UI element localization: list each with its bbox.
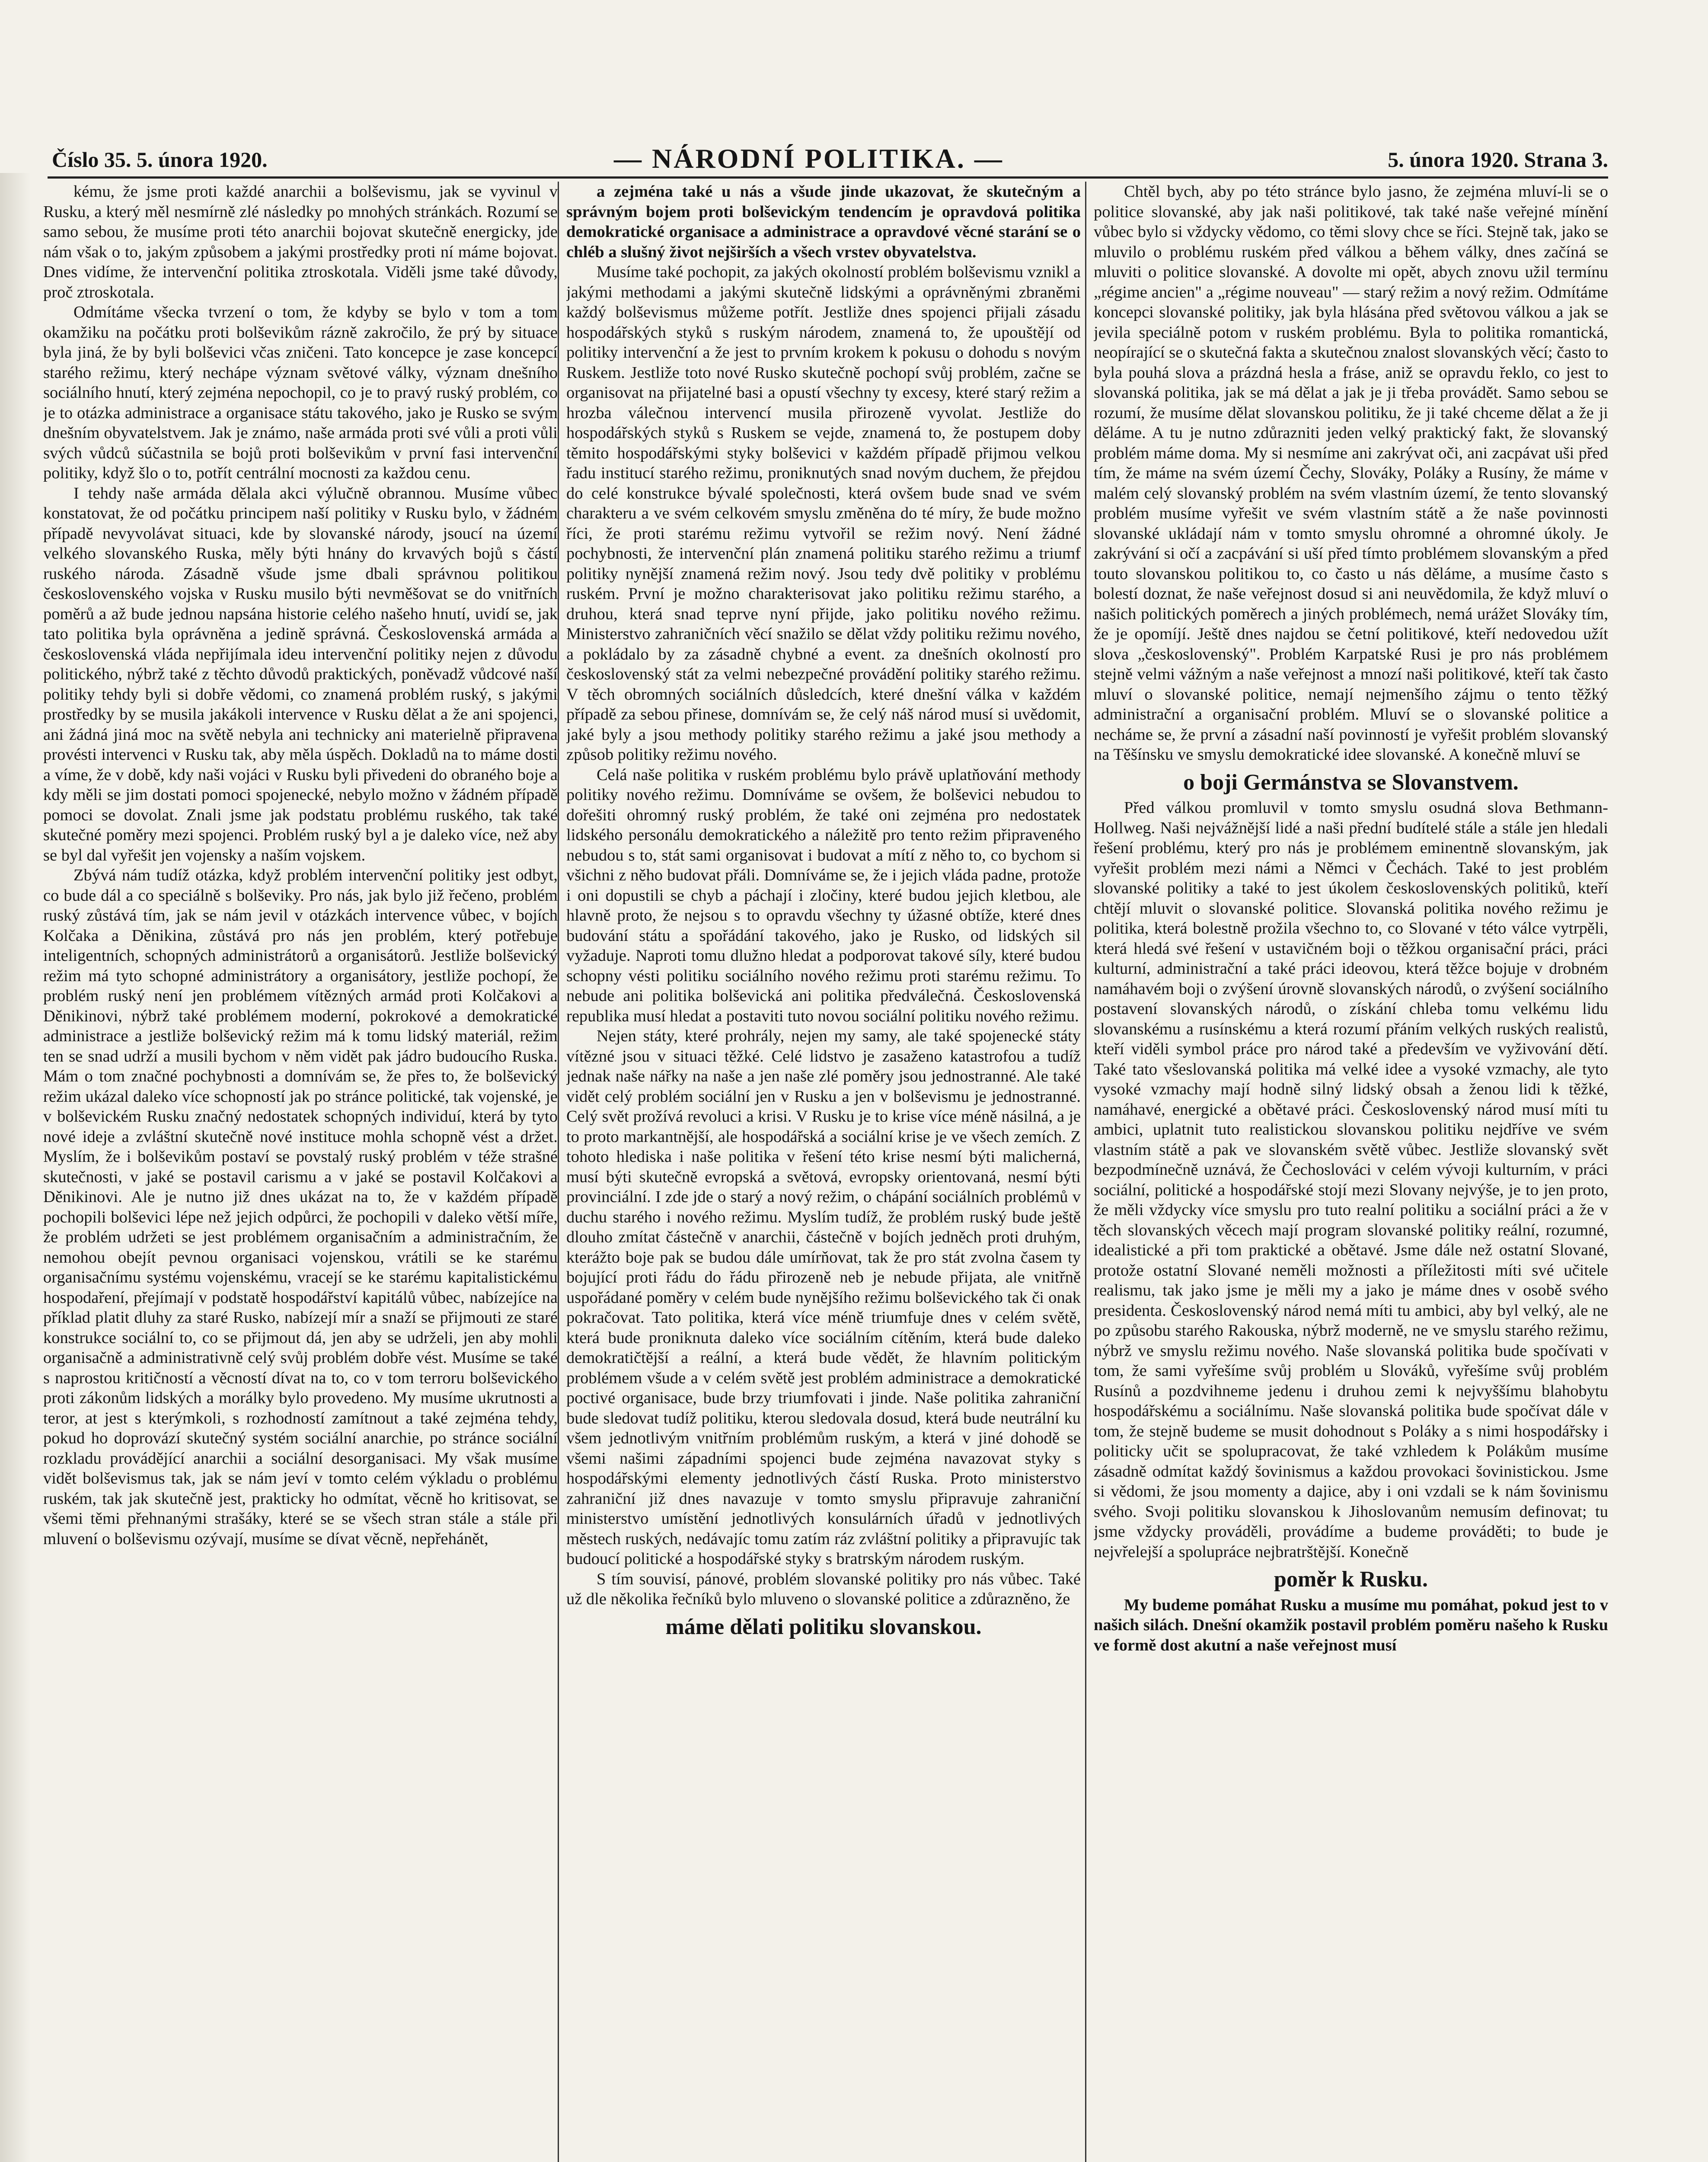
issue-date: Číslo 35. 5. února 1920.: [52, 147, 268, 172]
paragraph: Zbývá nám tudíž otázka, když problém intervenční politiky jest odbyt, co bude dál a co speciálně s bolševiky. Pro nás, jak bylo již řečeno, problém ruský zůstává tím, jak se nám jevil v otázkách intervence vůbec, v bojích Kolčaka a Děnikina, zůstává pro nás jen problém, který potřebuje inteligentních, schopných administrátorů a organisátorů. Jestliže bolševický režim má tyto schopné administrátory a organisátory, jestliže pochopí, že problém ruský není jen problémem vítězných armád proti Kolčakovi a Děnikinovi, nýbrž také problémem moderní, pokrokové a demokratické administrace a jestliže bolševický režim má k tomu lidský materiál, režim ten se snad udrží a musili bychom v něm vidět pak jádro budoucího Ruska. Mám o tom značné pochybnosti a domnívám se, že přes to, že bolševický režim ukázal daleko více schopností jak po stránce politické, tak vojenské, je v bolševickém Rusku značný nedostatek schopných individuí, která by tyto nové ideje a zvláštní skutečně nové instituce mohla schopně vést a držet. Myslím, že i bolševikům postaví se povstalý ruský problém v téže strašné skutečnosti, v jaké se postavil carismu a v jaké se postavil Kolčakovi a Děnikinovi. Ale je nutno již dnes ukázat na to, že v každém případě pochopili bolševici lépe než jejich odpůrci, že pochopili v daleko větší míře, že problém udržeti se jest problémem organisačním a administračním, že nemohou obejít pevnou organisaci vojenskou, vrátili se ke starému organisačnímu systému vojenskému, vracejí se ke starému kapitalistickému hospodaření, přejímají v podstatě hospodářství kapitálů vůbec, nabízejíce na příklad platit dluhy za staré Rusko, nabízejí mír a snaží se přijmouti ze staré konstrukce sociální to, co se přijmout dá, jen aby se udrželi, jen aby mohli organisačně a administrativně celý svůj problém dobře vést. Musíme se také s naprostou kritičností a věcností dívat na to, co v tom terroru bolševického proti zákonům lidských a morálky bylo provedeno. My musíme ukrutnosti a teror, at jest s kterýmkoli, s rozhodností zamítnout a také zejména tehdy, pokud ho doprovází skutečný systém sociální anarchie, po stránce sociální rozkladu provádějící anarchii a sociální desorganisaci. My však musíme vidět bolševismus tak, jak se nám jeví v tomto celém výkladu o problému ruském, tak jak skutečně jest, prakticky ho odmítat, věcně ho kritisovat, se všemi těmi přehnanými strašáky, které se se všech stran stále a stále při mluvení o bolševismu ozývají, musíme se dívat věcně, nepřehánět,: [43, 866, 558, 1548]
paragraph: I tehdy naše armáda dělala akci výlučně obrannou. Musíme vůbec konstatovat, že od počátku principem naší politiky v Rusku bylo, v žádném případě nevyvolávat situaci, kde by slovanské národy, jsoucí na území velkého slovanského Ruska, měly býti hnány do krvavých bojů s částí ruského národa. Zásadně všude jsme dbali správnou politikou československého vojska v Rusku musilo býti nevměšovat se do vnitřních poměrů a až bude jednou napsána historie celého našeho hnutí, uvidí se, jak tato politika byla oprávněna a jedině správná. Československá armáda a československá vláda nepřijímala ideu intervenční politiky nejen z důvodu politického, nýbrž také z těchto důvodů praktických, poněvadž vůdcové naší politiky tehdy byli si dobře vědomi, co znamená problém ruský, s jakými prostředky by se musila jakákoli intervence v Rusku dělat a že ani spojenci, ani žádná jiná moc na světě nebyla ani technicky ani materielně připravena provésti intervenci v Rusku tak, aby měla úspěch. Dokladů na to máme dosti a víme, že v době, kdy naši vojáci v Rusku byli přivedeni do obraného boje a kdy měli se jim dostati pomoci spojenecké, nebylo možno v žádném případě pomoci se dovolat. Znali jsme jak podstatu problému ruského, tak také skutečné poměry mezi spojenci. Problém ruský byl a je daleko více, než aby se byl dal vyřešit jen vojensky a naším vojskem.: [43, 484, 558, 864]
paragraph: Nejen státy, které prohrály, nejen my samy, ale také spojenecké státy vítězné jsou v situaci těžké. Celé lidstvo je zasaženo katastrofou a tudíž jednak naše nářky na naše a jen naše zlé poměry jsou jednostranné. Ale také vidět celý problém sociální jen v Rusku a jen v bolševismu je jednostranné. Celý svět prožívá revoluci a krisi. V Rusku je to krise více méně násilná, a je to proto markantnější, ale hospodářská a sociální krise je ve všech zemích. Z tohoto hlediska i naše politika v řešení této krise nesmí býti malicherná, musí býti skutečně evropská a světová, evropsky orientovaná, nesmí býti provinciální. I zde jde o starý a nový režim, o chápání sociálních problémů v duchu starého i nového režimu. Myslím tudíž, že problém ruský bude ještě dlouho zmítat částečně v anarchii, částečně v bojích jedněch proti druhým, kterážto boje pak se budou dále umírňovat, tak že pro stát zvolna časem ty bojující proti řádu do řádu přirozeně neb je nebude přijata, ale vnitřně uspořádané poměry v celém bude nynějšího režimu bolševického tak či onak pokračovat. Tato politika, která více méně triumfuje dnes v celém světě, která bude proniknuta daleko více sociálním cítěním, která bude daleko demokratičtější a reální, a která bude vědět, že hlavním politickým problémem všude a v celém světě jest problém administrace a demokratické poctivé organisace, bude brzy triumfovati i jinde. Naše politika zahraniční bude sledovat tudíž politiku, kterou sledovala dosud, která bude neutrální ku všem jednotlivým vnitřním problémům ruským, a která v jiné dohodě se všemi našimi západními spojenci bude zejména navazovat styky s hospodářskými elementy jednotlivých částí Ruska. Proto ministerstvo zahraniční již dnes navazuje v tomto smyslu připravuje zahraniční ministerstvo umístění jednotlivých konsulárních úřadů v jednotlivých městech ruských, nedávajíc tomu zatím ráz zvláštní politiky a připravujíc tak budoucí politické a hospodářské styky s bratrským národem ruským.: [566, 1027, 1081, 1568]
paragraph: My budeme pomáhat Rusku a musíme mu pomáhat, pokud jest to v našich silách. Dnešní okamžik postavil problém poměru našeho k Rusku ve formě dost akutní a naše veřejnost musí: [1094, 1596, 1608, 1654]
paragraph: Odmítáme všecka tvrzení o tom, že kdyby se bylo v tom a tom okamžiku na počátku proti bolševikům rázně zakročilo, že prý by situace byla jiná, že by byli bolševici včas zničeni. Tato koncepce je zase koncepcí starého režimu, který nechápe význam světové války, význam dnešního sociálního hnutí, který zejména nepochopil, co je to pravý ruský problém, co je to otázka administrace a organisace státu takového, jako je Rusko se svým dnešním obyvatelstvem. Jak je známo, naše armáda proti své vůli a proti vůli svých vůdců súčastnila se bojů proti bolševikům v první fasi intervenční politiky, když šlo o to, potřít centrální mocnosti za každou cenu.: [43, 303, 558, 482]
masthead-title: — NÁRODNÍ POLITIKA. —: [614, 143, 1004, 174]
paragraph: a zejména také u nás a všude jinde ukazovat, že skutečným a správným bojem proti bolševickým tendencím je opravdová politika demokratické organisace a administrace a opravdové věcné starání se o chléb a slušný život nejširších a všech vrstev obyvatelstva.: [566, 182, 1081, 261]
column-1: [43, 182, 558, 2162]
paragraph: S tím souvisí, pánové, problém slovanské politiky pro nás vůbec. Také už dle několika řečníků bylo mluveno o slovanské politice a zdůrazněno, že: [566, 1570, 1081, 1608]
section-heading: o boji Germánstva se Slovanstvem.: [1183, 770, 1519, 795]
closing-heading: máme dělati politiku slovanskou.: [665, 1614, 982, 1639]
header-rule: [48, 176, 1608, 179]
binding-margin: [0, 173, 30, 2162]
column-2: [566, 182, 1081, 2162]
column-divider: [558, 182, 559, 2162]
paragraph: kému, že jsme proti každé anarchii a bolševismu, jak se vyvinul v Rusku, a který měl nesmírně zlé následky po mnohých stránkách. Rozumí se samo sebou, že musíme proti této anarchii bojovat skutečně energicky, jde nám však o to, jakým způsobem a jakými prostředky proti ní máme bojovat. Dnes vidíme, že intervenční politika ztroskotala. Viděli jsme také důvody, proč ztroskotala.: [43, 182, 558, 301]
section-heading: poměr k Rusku.: [1274, 1567, 1428, 1592]
column-divider: [1085, 182, 1086, 2162]
page-number: 5. února 1920. Strana 3.: [1388, 147, 1608, 172]
column-3: [1094, 182, 1608, 2162]
paragraph: Chtěl bych, aby po této stránce bylo jasno, že zejména mluví-li se o politice slovanské, aby jak naši politikové, tak také naše veřejné mínění vůbec bylo si vždycky vědomo, co těmi slovy chce se říci. Stejně tak, jako se mluvilo o problému ruském před válkou a během války, dnes začíná se mluviti o politice slovanské. A dovolte mi opět, abych znovu užil termínu „régime ancien" a „régime nouveau" — starý režim a nový režim. Odmítáme koncepci slovanské politiky, jak byla hlásána před světovou válkou a jak se jevila speciálně potom v ruském problému. Byla to politika romantická, neopírající se o skutečná fakta a skutečnou znalost slovanských věcí; často to byla pouhá slova a prázdná hesla a fráse, aniž se opravdu řeklo, co jest to slovanská politika, jak se má dělat a jak je ji třeba provádět. Samo sebou se rozumí, že musíme dělat slovanskou politiku, že ji také chceme dělat a že ji děláme. A tu je nutno zdůrazniti jeden velký praktický fakt, že slovanský problém máme doma. My si nesmíme ani zakrývat oči, ani zacpávat uši před tím, že máme na svém území Čechy, Slováky, Poláky a Rusíny, že máme v malém celý slovanský problém na svém vlastním území, že tento slovanský problém musíme vyřešit ve svém vlastním státě a že naše povinnosti slovanské ukládají nám v tomto smyslu ohromné a ohromné úkoly. Je zakrývání si očí a zacpávání si uší před tímto problémem slovanským a před touto slovanskou politikou to, co často u nás děláme, a musíme často s bolestí doznat, že naše veřejnost dosud si ani neuvědomila, že když mluví o našich politických poměrech a jiných problémech, nemá urážet Slováky tím, že je opomíjí. Ještě dnes najdou se četní politikové, kteří nedovedou užít slova „československý". Problém Karpatské Rusi je pro nás problémem stejně velmi vážným a naše veřejnost a mnozí naši politikové, kteří tak často mluví o slovanské politice, nemají nejmenšího zájmu o tento těžký administrační a organisační problém. Mluví se o slovanské politice a necháme se, že první a zásadní naší povinností je vyřešit problém slovanský na Těšínsku ve smyslu demokratické idee slovanské. A konečně mluví se: [1094, 182, 1608, 764]
paragraph: Celá naše politika v ruském problému bylo právě uplatňování methody politiky nového režimu. Domníváme se ovšem, že bolševici nebudou to dořešiti ohromný ruský problém, že také oni zejména pro nedostatek lidského personálu demokratického a náležitě pro tento režim připraveného nebudou s to, stát sami organisovat i budovat a mítí z něho to, co bychom si všichni z něho budovat přáli. Domníváme se, že i jejich vláda padne, protože i oni dopustili se chyb a páchají i zločiny, které budou jejich kletbou, ale hlavně proto, že nejsou s to opravdu všechny ty úžasné obtíže, které dnes budování státu a spořádání takového, jako je Rusko, od lidských sil vyžaduje. Naproti tomu dlužno hledat a podporovat takové síly, které budou schopny vésti politiku sociálního nového režimu proti starému režimu. To nebude ani politika bolševická ani politika předválečná. Československá republika musí hledat a postaviti tuto novou sociální politiku nového režimu.: [566, 765, 1081, 1025]
paragraph: Musíme také pochopit, za jakých okolností problém bolševismu vznikl a jakými methodami a jakými skutečně lidskými a oprávněnými zbraněmi každý bolševismus můžeme potřít. Jestliže dnes spojenci přijali zásadu hospodářských styků s ruským národem, znamená to, že upouštějí od politiky intervenční a že jest to prvním krokem k pokusu o dohodu s novým Ruskem. Jestliže toto nové Rusko skutečně pochopí svůj problém, začne se organisovat na přijatelné basi a opustí všechny ty excesy, které starý režim a hrozba válečnou intervencí musila přirozeně vyvolat. Jestliže do hospodářských styků s Ruskem se vejde, znamená to, že postupem doby těmito hospodářskými styky bolševici v každém případě přijmou velkou řadu institucí starého režimu, proniknutých snad novým duchem, že přejdou do celé konstrukce bývalé společnosti, která ovšem bude snad ve svém charakteru a ve svém celkovém smyslu změněna do té míry, že bude možno říci, že proti starému režimu vytvořil se režim nový. Není žádné pochybnosti, že intervenční plán znamená politiku starého režimu a triumf politiky nynější znamená režim nový. Jsou tedy dvě politiky v problému ruském. První je možno charakterisovat jako politiku režimu starého, a druhou, která snad teprve nyní přijde, jako politiku nového režimu. Ministerstvo zahraničních věcí snažilo se dělat vždy politiku režimu nového, a pokládalo by za zásadně chybné a event. za dnešních okolností pro československý stát za velmi nebezpečné provádění politiky starého režimu. V těch obromných sociálních důsledcích, které dnešní válka v každém případě za sebou přinese, domnívám se, že celý náš národ musí si uvědomit, jaké byly a jsou methody politiky starého režimu a jaké jsou methody a způsob politiky režimu nového.: [566, 263, 1081, 764]
page-header: [43, 130, 1608, 177]
paragraph: Před válkou promluvil v tomto smyslu osudná slova Bethmann-Hollweg. Naši nejvážnější lidé a naši přední budítelé stále a stále jen hledali řešení problému, který pro nás je problémem eminentně slovanským, jak vyřešit problém mezi námi a Němci v Čechách. Také to jest problém slovanské politiky a také to jest úkolem československých politiků, kteří chtějí mluvit o slovanské politice. Slovanská politika nového režimu je politika, která bolestně prožila všechno to, co Slované v této válce vytrpěli, která hledá své řešení v ustavičném boji o těžkou organisační práci, práci kulturní, administrační a také práci ideovou, která těžce bojuje v drobném namáhavém boji o zvýšení úrovně slovanských národů, o zvýšení sociálního postavení slovanských národů, o získání chleba tomu velkému lidu slovanskému a rusínskému a která rozumí přáním velkých ruských realistů, kteří viděli symbol práce pro národ také a především ve vyživování dětí. Také tato všeslovanská politika má velké idee a vysoké vzmachy, ale tyto vysoké vzmachy mají hodně silný lidský obsah a ženou lidi k těžké, namáhavé, energické a obětavé práci. Československý národ musí míti tu ambici, uplatnit tuto realistickou slovanskou politiku nejdříve ve svém vlastním státě a pak ve slovanském světě vůbec. Jestliže slovanský svět bezpodmínečně uznává, že Čechoslováci v celém vývoji kulturním, v práci sociální, politické a hospodářské stojí mezi Slovany nejvýše, je to jen proto, že měli vždycky více smyslu pro tuto realní politiku a sociální práci a že v těch slovanských věcech mají program slovanské politiky reální, rozumné, idealistické a při tom praktické a obětavé. Jsme dále než ostatní Slované, protože ostatní Slované neměli možnosti a příležitosti míti své učitele realismu, tak jako jsme je měli my a jako je máme dnes v osobě svého presidenta. Československý národ nemá míti tu ambici, aby byl velký, ale ne po způsobu starého Rakouska, nýbrž moderně, ne ve smyslu starého režimu, nýbrž ve smyslu režimu nového. Naše slovanská politika bude spočívati v tom, že sami vyřešíme svůj problém u Slováků, vyřešíme svůj problém Rusínů a pozdvihneme jedenu i druhou zemi k nejvyššímu blahobytu hospodářskému a sociálnímu. Naše slovanská politika bude spočívat dále v tom, že stejně budeme se musit dohodnout s Poláky a s nimi hospodářsky i politicky učit se spolupracovat, že také vzhledem k Polákům musíme zásadně odmítat každý šovinismus a každou provokaci šovinistickou. Jsme si vědomi, že jsou momenty a dajice, aby i oni vzdali se k nám šovinismu svého. Svoji politiku slovanskou k Jihoslovanům nemusím definovat; tu jsme vždycky prováděli, provádíme a budeme prováděti; to bude je nejvřelejší a spolupráce nejbratrštější. Konečně: [1094, 799, 1608, 1561]
